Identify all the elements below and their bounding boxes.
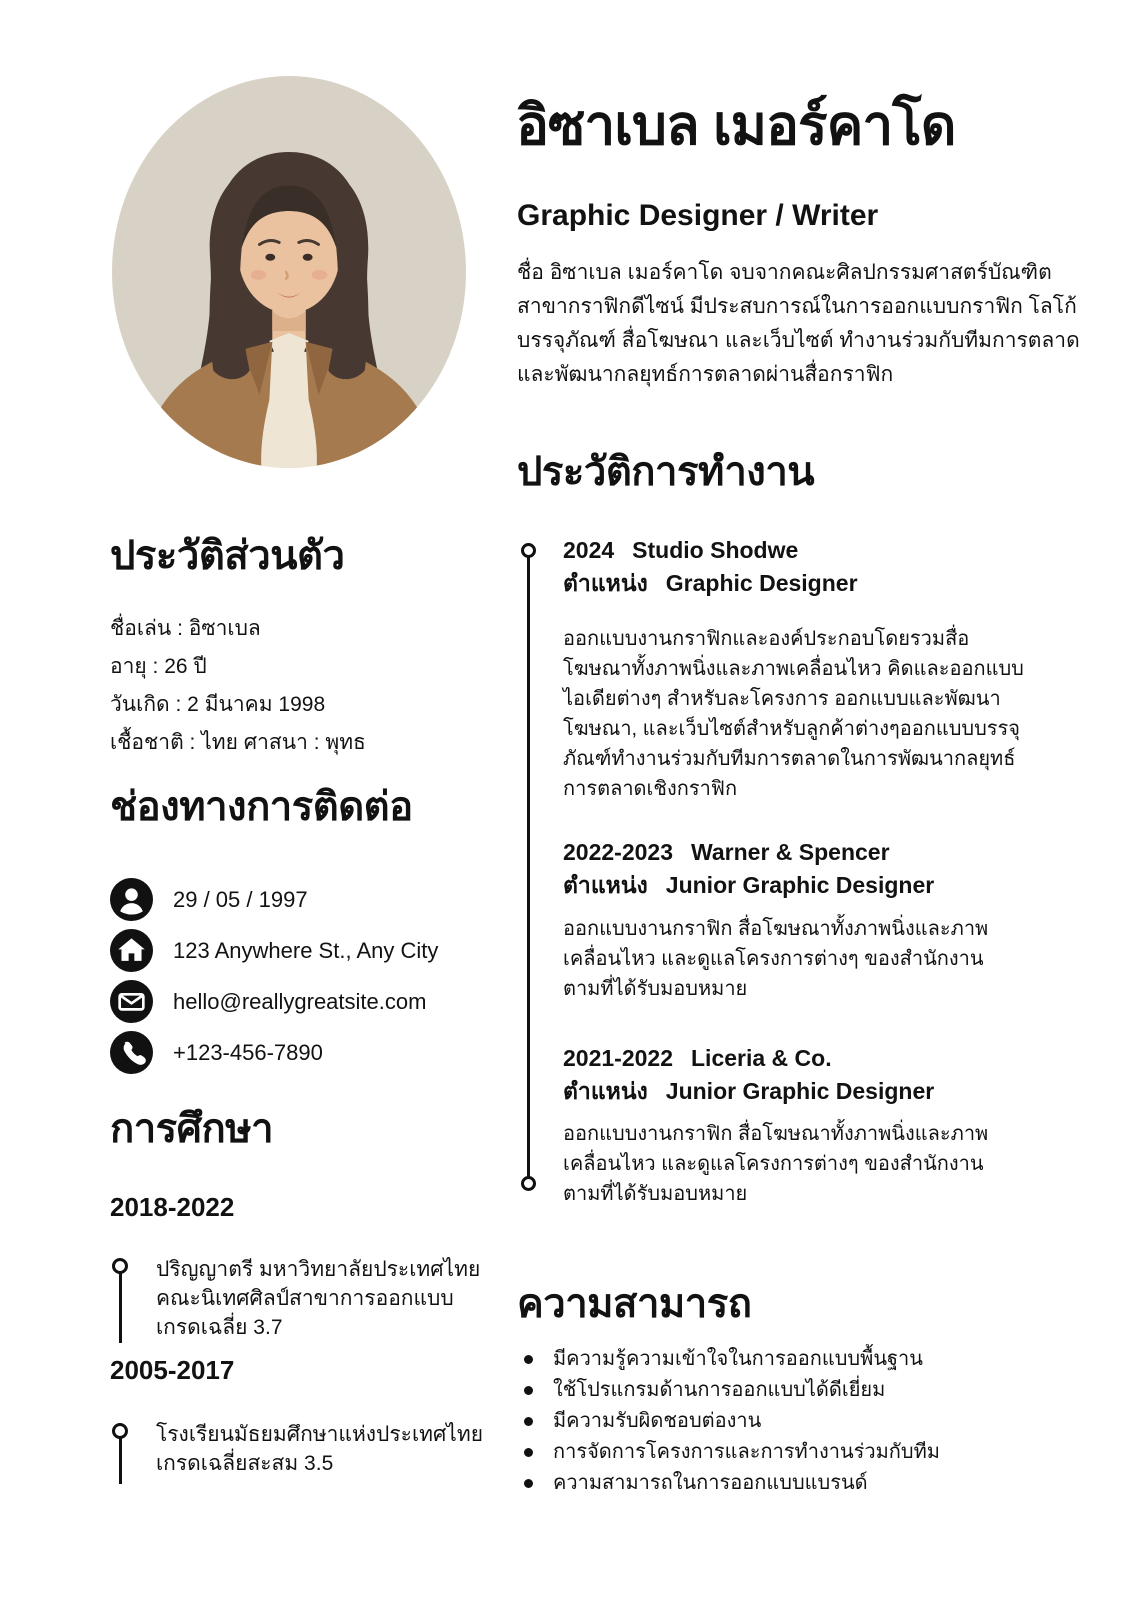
timeline-start-ring-icon — [521, 543, 536, 558]
contact-phone: +123-456-7890 — [173, 1039, 323, 1065]
skills-list — [520, 1344, 940, 1499]
skill-item: ความสามารถในการออกแบบแบรนด์ — [520, 1468, 940, 1499]
education-detail-2 — [156, 1420, 483, 1484]
email-icon — [110, 980, 153, 1023]
job-desc-line: ออกแบบงานกราฟิก สื่อโฆษณาทั้งภาพนิ่งและภาพ — [563, 1123, 989, 1145]
job-desc-line: โฆษณา, และเว็บไซต์สำหรับลูกค้าต่างๆออกแบบบรรจุ — [563, 718, 1021, 740]
job-2-period: 2022-2023 — [563, 839, 673, 865]
education-entry-2 — [112, 1420, 483, 1484]
job-1-company: Studio Shodwe — [632, 537, 799, 563]
job-desc-line: ไอเดียต่างๆ สำหรับละโครงการ ออกแบบและพัฒนา — [563, 688, 1001, 710]
job-2-title — [563, 836, 934, 902]
contact-row-email — [110, 980, 438, 1023]
timeline-pin-icon — [112, 1255, 128, 1343]
personal-section-heading: ประวัติส่วนตัว — [110, 534, 345, 578]
job-desc-line: ออกแบบงานกราฟิก สื่อโฆษณาทั้งภาพนิ่งและภาพ — [563, 918, 989, 940]
phone-icon — [110, 1031, 153, 1074]
intro-line: บรรจุภัณฑ์ สื่อโฆษณา และเว็บไซต์ ทำงานร่วมกับทีมการตลาด — [517, 329, 1080, 352]
contact-address: 123 Anywhere St., Any City — [173, 937, 439, 963]
education-detail-line: ปริญญาตรี มหาวิทยาลัยประเทศไทย — [156, 1258, 481, 1281]
job-3-description — [563, 1119, 988, 1209]
job-desc-line: ตามที่ได้รับมอบหมาย — [563, 978, 748, 1000]
job-2-position: Junior Graphic Designer — [665, 872, 935, 898]
job-title: Graphic Designer / Writer — [517, 199, 879, 232]
education-detail-line: โรงเรียนมัธยมศึกษาแห่งประเทศไทย — [156, 1423, 483, 1446]
education-detail-line: เกรดเฉลี่ย 3.7 — [156, 1316, 283, 1339]
contact-row-birthdate — [110, 878, 438, 921]
skill-item: ใช้โปรแกรมด้านการออกแบบได้ดีเยี่ยม — [520, 1375, 940, 1406]
intro-line: สาขากราฟิกดีไซน์ มีประสบการณ์ในการออกแบบกราฟิก โลโก้ — [517, 295, 1077, 318]
intro-line: ชื่อ อิซาเบล เมอร์คาโด จบจากคณะศิลปกรรมศาสตร์บัณฑิต — [517, 261, 1052, 284]
age-row: อายุ : 26 ปี — [110, 655, 207, 678]
job-3-period: 2021-2022 — [563, 1045, 673, 1071]
job-desc-line: เคลื่อนไหว และดูแลโครงการต่างๆ ของสำนักงาน — [563, 1153, 984, 1175]
education-section-heading: การศึกษา — [110, 1107, 274, 1151]
job-2-description — [563, 914, 988, 1004]
position-label: ตำแหน่ง — [563, 872, 648, 898]
job-3-company: Liceria & Co. — [691, 1045, 832, 1071]
work-section-heading: ประวัติการทำงาน — [517, 450, 815, 494]
job-desc-line: โฆษณาทั้งภาพนิ่งและภาพเคลื่อนไหว คิดและออกแบบ — [563, 658, 1024, 680]
job-1-period: 2024 — [563, 537, 615, 563]
education-detail-1 — [156, 1255, 480, 1343]
education-detail-line: เกรดเฉลี่ยสะสม 3.5 — [156, 1452, 334, 1475]
job-3-position: Junior Graphic Designer — [665, 1078, 935, 1104]
contact-email: hello@reallygreatsite.com — [173, 988, 427, 1014]
education-period-1: 2018-2022 — [110, 1192, 235, 1222]
person-icon — [110, 878, 153, 921]
timeline-end-ring-icon — [521, 1176, 536, 1191]
job-1-title — [563, 534, 858, 600]
position-label: ตำแหน่ง — [563, 1078, 648, 1104]
skill-item: การจัดการโครงการและการทำงานร่วมกับทีม — [520, 1437, 940, 1468]
job-desc-line: ออกแบบงานกราฟิกและองค์ประกอบโดยรวมสื่อ — [563, 628, 970, 650]
job-desc-line: ภัณฑ์ทำงานร่วมกับทีมการตลาดในการพัฒนากลยุทธ์ — [563, 748, 1016, 770]
skill-item: มีความรับผิดชอบต่องาน — [520, 1406, 940, 1437]
position-label: ตำแหน่ง — [563, 570, 648, 596]
education-entry-1 — [112, 1255, 480, 1343]
skill-item: มีความรู้ความเข้าใจในการออกแบบพื้นฐาน — [520, 1344, 940, 1375]
intro-paragraph — [517, 256, 1080, 392]
education-period-2: 2005-2017 — [110, 1355, 235, 1385]
birthdate-row: วันเกิด : 2 มีนาคม 1998 — [110, 693, 326, 716]
contact-section-heading: ช่องทางการติดต่อ — [110, 785, 413, 829]
education-detail-line: คณะนิเทศศิลป์สาขาการออกแบบ — [156, 1287, 454, 1310]
portrait-illustration — [112, 76, 466, 468]
contact-row-phone — [110, 1031, 438, 1074]
contact-row-address — [110, 929, 438, 972]
timeline-pin-icon — [112, 1420, 128, 1484]
job-3-title — [563, 1042, 934, 1108]
skills-section-heading: ความสามารถ — [517, 1282, 752, 1326]
intro-line: และพัฒนากลยุทธ์การตลาดผ่านสื่อกราฟิก — [517, 363, 894, 386]
home-icon — [110, 929, 153, 972]
job-2-company: Warner & Spencer — [691, 839, 890, 865]
job-desc-line: การตลาดเชิงกราฟิก — [563, 778, 738, 800]
contact-list — [110, 878, 438, 1082]
contact-birthdate: 29 / 05 / 1997 — [173, 886, 308, 912]
work-timeline-rail — [527, 553, 530, 1180]
nationality-religion-row: เชื้อชาติ : ไทย ศาสนา : พุทธ — [110, 731, 366, 754]
job-1-description — [563, 624, 1024, 804]
personal-info-list — [110, 617, 366, 769]
resume-name: อิซาเบล เมอร์คาโด — [516, 94, 956, 156]
profile-photo — [112, 76, 466, 468]
job-desc-line: ตามที่ได้รับมอบหมาย — [563, 1183, 748, 1205]
job-1-position: Graphic Designer — [665, 570, 858, 596]
nickname-row: ชื่อเล่น : อิซาเบล — [110, 617, 261, 640]
job-desc-line: เคลื่อนไหว และดูแลโครงการต่างๆ ของสำนักงาน — [563, 948, 984, 970]
